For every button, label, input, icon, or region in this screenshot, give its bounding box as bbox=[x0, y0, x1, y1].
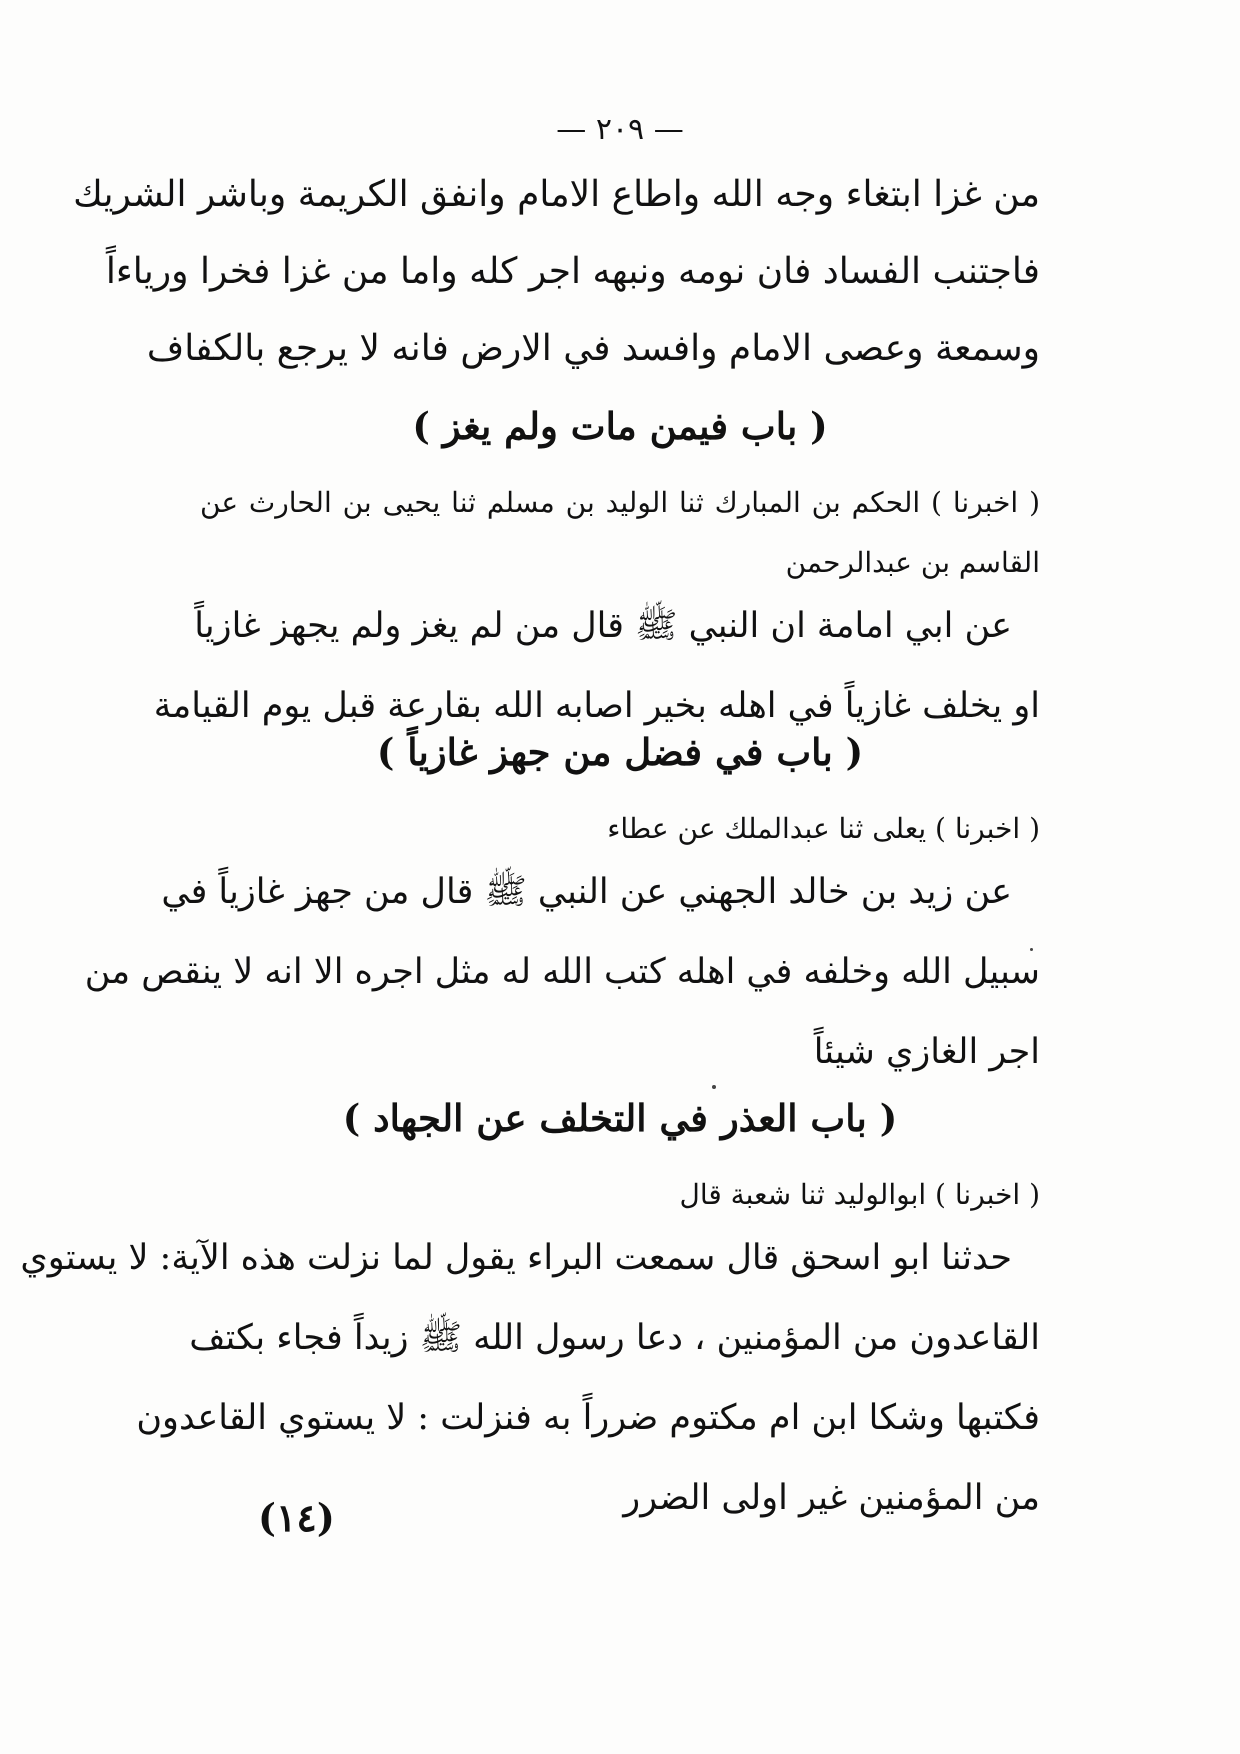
chapter-heading: ( باب فيمن مات ولم يغز ) bbox=[412, 404, 828, 448]
hadith-text bbox=[84, 872, 1040, 1072]
isnad-block bbox=[200, 812, 1040, 846]
text-line: او يخلف غازياً في اهله بخير اصابه الله بقارعة قبل يوم القيامة bbox=[153, 686, 1040, 726]
text-line: ( اخبرنا ) الحكم بن المبارك ثنا الوليد بن مسلم ثنا يحيى بن الحارث عن bbox=[200, 486, 1040, 519]
text-line: فكتبها وشكا ابن ام مكتوم ضرراً به فنزلت : لا يستوي القاعدون bbox=[136, 1398, 1040, 1438]
text-line: اجر الغازي شيئاً bbox=[813, 1032, 1040, 1072]
text-line: ( اخبرنا ) يعلى ثنا عبدالملك عن عطاء bbox=[607, 812, 1040, 845]
chapter-heading: ( باب العذر في التخلف عن الجهاد ) bbox=[342, 1096, 898, 1140]
text-line: القاسم بن عبدالرحمن bbox=[785, 546, 1040, 579]
scan-speck bbox=[1030, 948, 1033, 951]
isnad-block bbox=[200, 1178, 1040, 1212]
text-line: من غزا ابتغاء وجه الله واطاع الامام وانفق الكريمة وباشر الشريك bbox=[73, 174, 1040, 215]
isnad-block bbox=[200, 486, 1040, 580]
text-line: عن زيد بن خالد الجهني عن النبي ﷺ قال من جهز غازياً في bbox=[161, 872, 1012, 912]
page-content bbox=[20, 174, 1040, 1558]
scan-speck bbox=[712, 1085, 716, 1089]
hadith-text bbox=[20, 1238, 1040, 1518]
hadith-text bbox=[153, 606, 1040, 726]
page-number-bottom: (١٤) bbox=[258, 1495, 335, 1540]
page-number-top: — ٢٠٩ — bbox=[556, 112, 684, 147]
text-line: ( اخبرنا ) ابوالوليد ثنا شعبة قال bbox=[679, 1178, 1040, 1211]
text-line: القاعدون من المؤمنين ، دعا رسول الله ﷺ زيداً فجاء بكتف bbox=[189, 1318, 1040, 1358]
text-line: عن ابي امامة ان النبي ﷺ قال من لم يغز ولم يجهز غازياً bbox=[194, 606, 1012, 646]
text-line: فاجتنب الفساد فان نومه ونبهه اجر كله واما من غزا فخرا ورياءاً bbox=[105, 251, 1040, 292]
text-line: من المؤمنين غير اولى الضرر bbox=[623, 1478, 1040, 1518]
text-line: سبيل الله وخلفه في اهله كتب الله له مثل اجره الا انه لا ينقص من bbox=[84, 952, 1040, 992]
opening-paragraph bbox=[73, 174, 1040, 369]
text-line: حدثنا ابو اسحق قال سمعت البراء يقول لما نزلت هذه الآية: لا يستوي bbox=[20, 1238, 1012, 1278]
chapter-heading: ( باب في فضل من جهز غازياً ) bbox=[376, 730, 864, 774]
text-line: وسمعة وعصى الامام وافسد في الارض فانه لا يرجع بالكفاف bbox=[146, 328, 1040, 369]
